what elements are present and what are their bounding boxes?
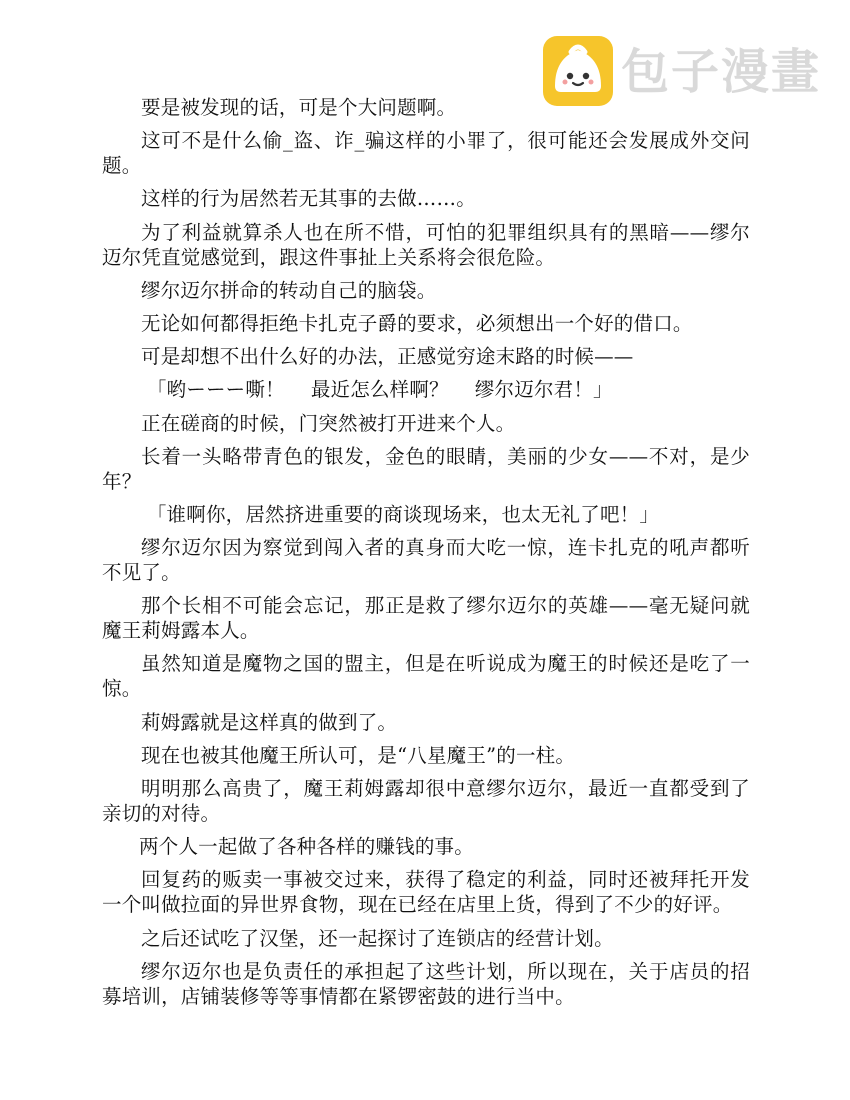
paragraph-3: 这样的行为居然若无其事的去做……。 [141,187,476,211]
paragraph-14: 虽然知道是魔物之国的盟主，但是在听说成为魔王的时候还是吃了一惊。 [102,652,750,701]
paragraph-20: 之后还试吃了汉堡，还一起探讨了连锁店的经营计划。 [141,926,614,950]
paragraph-18: 两个人一起做了各种各样的赚钱的事。 [139,835,474,859]
paragraph-5: 缪尔迈尔拼命的转动自己的脑袋。 [141,278,437,302]
paragraph-2: 这可不是什么偷_盗、诈_骗这样的小罪了，很可能还会发展成外交问题。 [102,129,750,178]
paragraph-7: 可是却想不出什么好的办法，正感觉穷途末路的时候—— [141,345,634,369]
paragraph-21: 缪尔迈尔也是负责任的承担起了这些计划，所以现在，关于店员的招募培训，店铺装修等等事情都在紧锣密鼓的进行当中。 [102,959,750,1008]
paragraph-17: 明明那么高贵了，魔王莉姆露却很中意缪尔迈尔，最近一直都受到了亲切的对待。 [102,777,750,825]
paragraph-1: 要是被发现的话，可是个大问题啊。 [141,96,457,119]
paragraph-13: 那个长相不可能会忘记，那正是救了缪尔迈尔的英雄——毫无疑问就魔王莉姆露本人。 [102,594,750,643]
paragraph-6: 无论如何都得拒绝卡扎克子爵的要求，必须想出一个好的借口。 [141,311,693,335]
paragraph-16: 现在也被其他魔王所认可，是“八星魔王”的一柱。 [141,743,576,767]
paragraph-12: 缪尔迈尔因为察觉到闯入者的真身而大吃一惊，连卡扎克的吼声都听不见了。 [102,536,750,585]
watermark-brand-text: 包子漫畫 [621,44,822,100]
paragraph-4: 为了利益就算杀人也在所不惜，可怕的犯罪组织具有的黑暗——缪尔迈尔凭直觉感觉到，跟这件事扯上关系将会很危险。 [102,220,750,269]
chapter-text [102,95,750,1017]
paragraph-9: 正在磋商的时候，门突然被打开进来个人。 [141,411,516,435]
paragraph-10: 长着一头略带青色的银发，金色的眼睛，美丽的少女——不对，是少年？ [102,444,750,493]
dialogue-line-2: 「谁啊你，居然挤进重要的商谈现场来，也太无礼了吧！」 [146,502,660,526]
paragraph-19: 回复药的贩卖一事被交过来，获得了稳定的利益，同时还被拜托开发一个叫做拉面的异世界食物，现在已经在店里上货，得到了不少的好评。 [102,868,750,917]
paragraph-15: 莉姆露就是这样真的做到了。 [141,710,398,734]
dialogue-line-1: 「哟ーーー嘶！ 最近怎么样啊？ 缪尔迈尔君！」 [146,378,613,402]
